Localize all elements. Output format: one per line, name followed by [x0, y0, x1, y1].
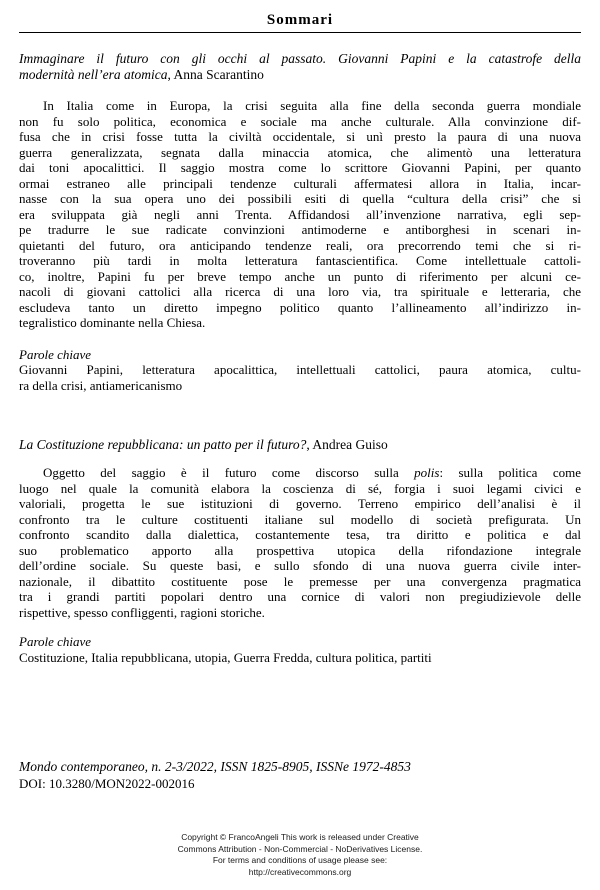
keywords-line: ra della crisi, antiamericanismo [19, 377, 183, 393]
copyright-line: For terms and conditions of usage please see: [212, 855, 388, 865]
article-1-title-line2 [19, 67, 581, 83]
abstract-line: rispettive, spesso confliggenti, ragioni storiche. [19, 604, 265, 620]
abstract-text: : sulla politica come [439, 465, 581, 480]
abstract-line: tegralistico dominante nella Chiesa. [19, 315, 206, 330]
abstract-line: luogo nel quale la comunità elabora la coscienza di sé, forgia i suoi legami civici e [19, 480, 581, 496]
article-2-title-italic: La Costituzione repubblicana: un patto per il futuro? [19, 437, 307, 452]
article-1-title-italic: modernità nell’era atomica [19, 67, 168, 82]
abstract-line: ormai estraneo alle principali tendenze culturali affermatesi allora in Italia, incar- [19, 175, 581, 191]
article-1-title [19, 51, 581, 83]
article-1-title-line1: Immaginare il futuro con gli occhi al passato. Giovanni Papini e la catastrofe della [19, 51, 581, 66]
keywords-label: Parole chiave [19, 634, 92, 649]
keywords-line: Costituzione, Italia repubblicana, utopia, Guerra Fredda, cultura politica, partiti [19, 649, 432, 665]
journal-info: Mondo contemporaneo, n. 2-3/2022, ISSN 1825-8905, ISSNe 1972-4853 [19, 759, 411, 774]
abstract-line: confronto scandito dalla dialettica, costantemente tesa, tra diritto e politica e dal [19, 527, 581, 542]
abstract-line: dell’ordine sociale. Su queste basi, e sullo sfondo di una nuova guerra civile inter- [19, 558, 581, 573]
abstract-line: escludeva tanto un diretto impegno politico quanto l’allineamento all’indirizzo in- [19, 299, 581, 315]
creativecommons-url: http://creativecommons.org [248, 866, 352, 877]
abstract-line: era sviluppata già negli anni Trenta. Affidandosi all’invenzione narrativa, egli sep- [19, 206, 581, 222]
abstract-line: nazionale, il dibattito costituente pose le premesse per una convergenza pragmatica [19, 573, 581, 589]
abstract-line: valoriali, progetta le sue istituzioni di governo. Terreno empirico dell’analisi è il [19, 496, 581, 511]
abstract-line: confronto tra le culture costituenti italiane sul modello di società prefigurata. Un [19, 511, 581, 527]
abstract-line: suo problematico apporto alla prospettiva utopica della rifondazione integrale [19, 542, 581, 558]
abstract-line: quietanti del futuro, ora anticipando tendenze reali, ora precorrendo temi che si ri- [19, 237, 581, 253]
article-2-abstract [19, 465, 581, 620]
article-2-title [19, 437, 581, 453]
abstract-line: nasse con la sua opera uno dei possibili esiti di quella “cultura della crisi” che si [19, 191, 581, 206]
abstract-line: tra i grandi partiti popolari dentro una cornice di valori non pregiudizievole delle [19, 589, 581, 604]
abstract-line: In Italia come in Europa, la crisi seguita alla fine della seconda guerra mondiale [43, 98, 581, 113]
abstract-line: co, inoltre, Papini fu per breve tempo anche un punto di riferimento per alcuni ce- [19, 268, 581, 284]
article-2-keywords [19, 650, 581, 666]
doi-line: DOI: 10.3280/MON2022-002016 [19, 776, 195, 791]
article-2-author: , Andrea Guiso [306, 437, 388, 452]
abstract-line: troveranno più tardi in molta letteratura fantascientifica. Come intellettuale cattoli- [19, 253, 581, 268]
copyright-notice [19, 832, 581, 878]
abstract-line: non fu solo politica, economica e sociale ma anche culturale. Alla convinzione dif- [19, 113, 581, 129]
abstract-line: dai toni apocalittici. Il saggio mostra come lo scrittore Giovanni Papini, per quanto [19, 160, 581, 175]
abstract-line: guerra generalizzata, segnata dalla minaccia atomica, che alimentò una letteratura [19, 144, 581, 160]
keywords-line: Giovanni Papini, letteratura apocalittica, intellettuali cattolici, paura atomica, cultu- [19, 362, 581, 377]
page-title: Sommari [19, 12, 581, 33]
article-2-title-line [19, 437, 581, 453]
abstract-line: fusa che in crisi fosse tutta la civiltà occidentale, si unì presto la paura di una nuova [19, 129, 581, 144]
article-1-abstract [19, 98, 581, 331]
abstract-line: pe tradurre le sue radicate convinzioni antimoderne e antiborghesi in scenari in- [19, 222, 581, 237]
abstract-line [19, 465, 581, 481]
abstract-text: Oggetto del saggio è il futuro come discorso sulla [43, 465, 415, 480]
copyright-line: Commons Attribution - Non-Commercial - NoDerivatives License. [177, 843, 423, 854]
copyright-line: Copyright © FrancoAngeli This work is released under Creative [181, 832, 419, 842]
article-1-author: , Anna Scarantino [167, 67, 264, 82]
abstract-line: nacoli di giovani cattolici alla ricerca di una loro via, tra spirituale e letteraria, che [19, 284, 581, 299]
keywords-label: Parole chiave [19, 346, 92, 362]
article-1-keywords [19, 362, 581, 393]
polis-italic-term: polis [414, 465, 440, 480]
